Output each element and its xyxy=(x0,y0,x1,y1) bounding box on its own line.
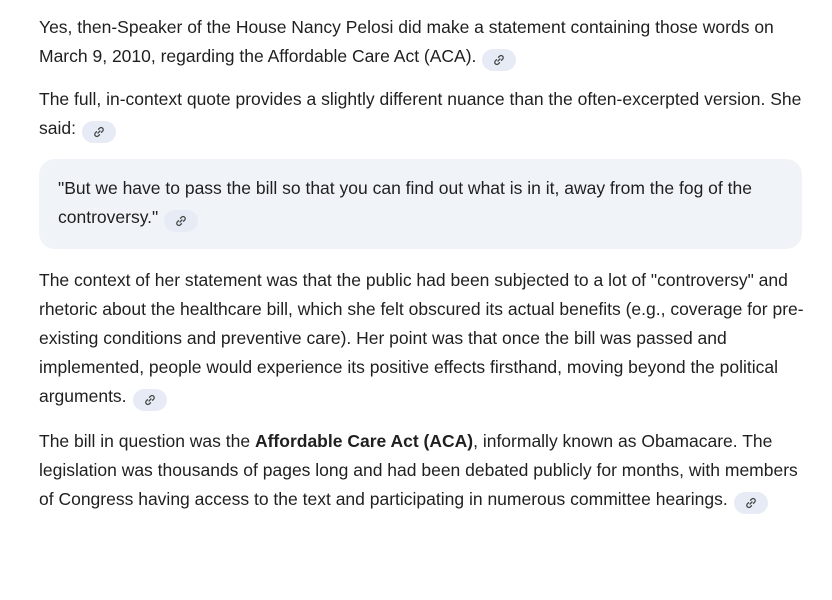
response-paragraph xyxy=(39,427,814,514)
paragraph-text: Yes, then-Speaker of the House Nancy Pelosi did make a statement containing those words on March 9, 2010, regarding the Affordable Care Act (ACA). xyxy=(39,17,774,66)
link-icon xyxy=(493,54,505,66)
response-paragraph xyxy=(39,13,814,71)
citation-chip[interactable] xyxy=(164,210,198,232)
blockquote xyxy=(39,159,802,249)
paragraph-text: The context of her statement was that the public had been subjected to a lot of "controversy" and rhetoric about the healthcare bill, which she felt obscured its actual benefits (e.g., coverage for pre-existing conditions and preventive care). Her point was that once the bill was passed and implemented, people would experience its positive effects firsthand, moving beyond the political arguments. xyxy=(39,270,804,406)
paragraph-text-before: The bill in question was the xyxy=(39,431,255,451)
link-icon xyxy=(175,215,187,227)
paragraph-text-after: , informally known as Obamacare. The legislation was thousands of pages long and had been debated publicly for months, with members of Congress having access to the text and participating in numerous committee hearings. xyxy=(39,431,798,509)
citation-chip[interactable] xyxy=(482,49,516,71)
paragraph-text: The full, in-context quote provides a slightly different nuance than the often-excerpted version. She said: xyxy=(39,89,802,138)
link-icon xyxy=(93,126,105,138)
response-paragraph xyxy=(39,266,814,411)
link-icon xyxy=(745,497,757,509)
quote-paragraph xyxy=(58,174,782,232)
citation-chip[interactable] xyxy=(82,121,116,143)
bold-term: Affordable Care Act (ACA) xyxy=(254,431,474,451)
response-paragraph xyxy=(39,85,814,143)
link-icon xyxy=(144,394,156,406)
quote-text: "But we have to pass the bill so that you can find out what is in it, away from the fog of the controversy." xyxy=(58,178,752,227)
citation-chip[interactable] xyxy=(133,389,167,411)
citation-chip[interactable] xyxy=(734,492,768,514)
